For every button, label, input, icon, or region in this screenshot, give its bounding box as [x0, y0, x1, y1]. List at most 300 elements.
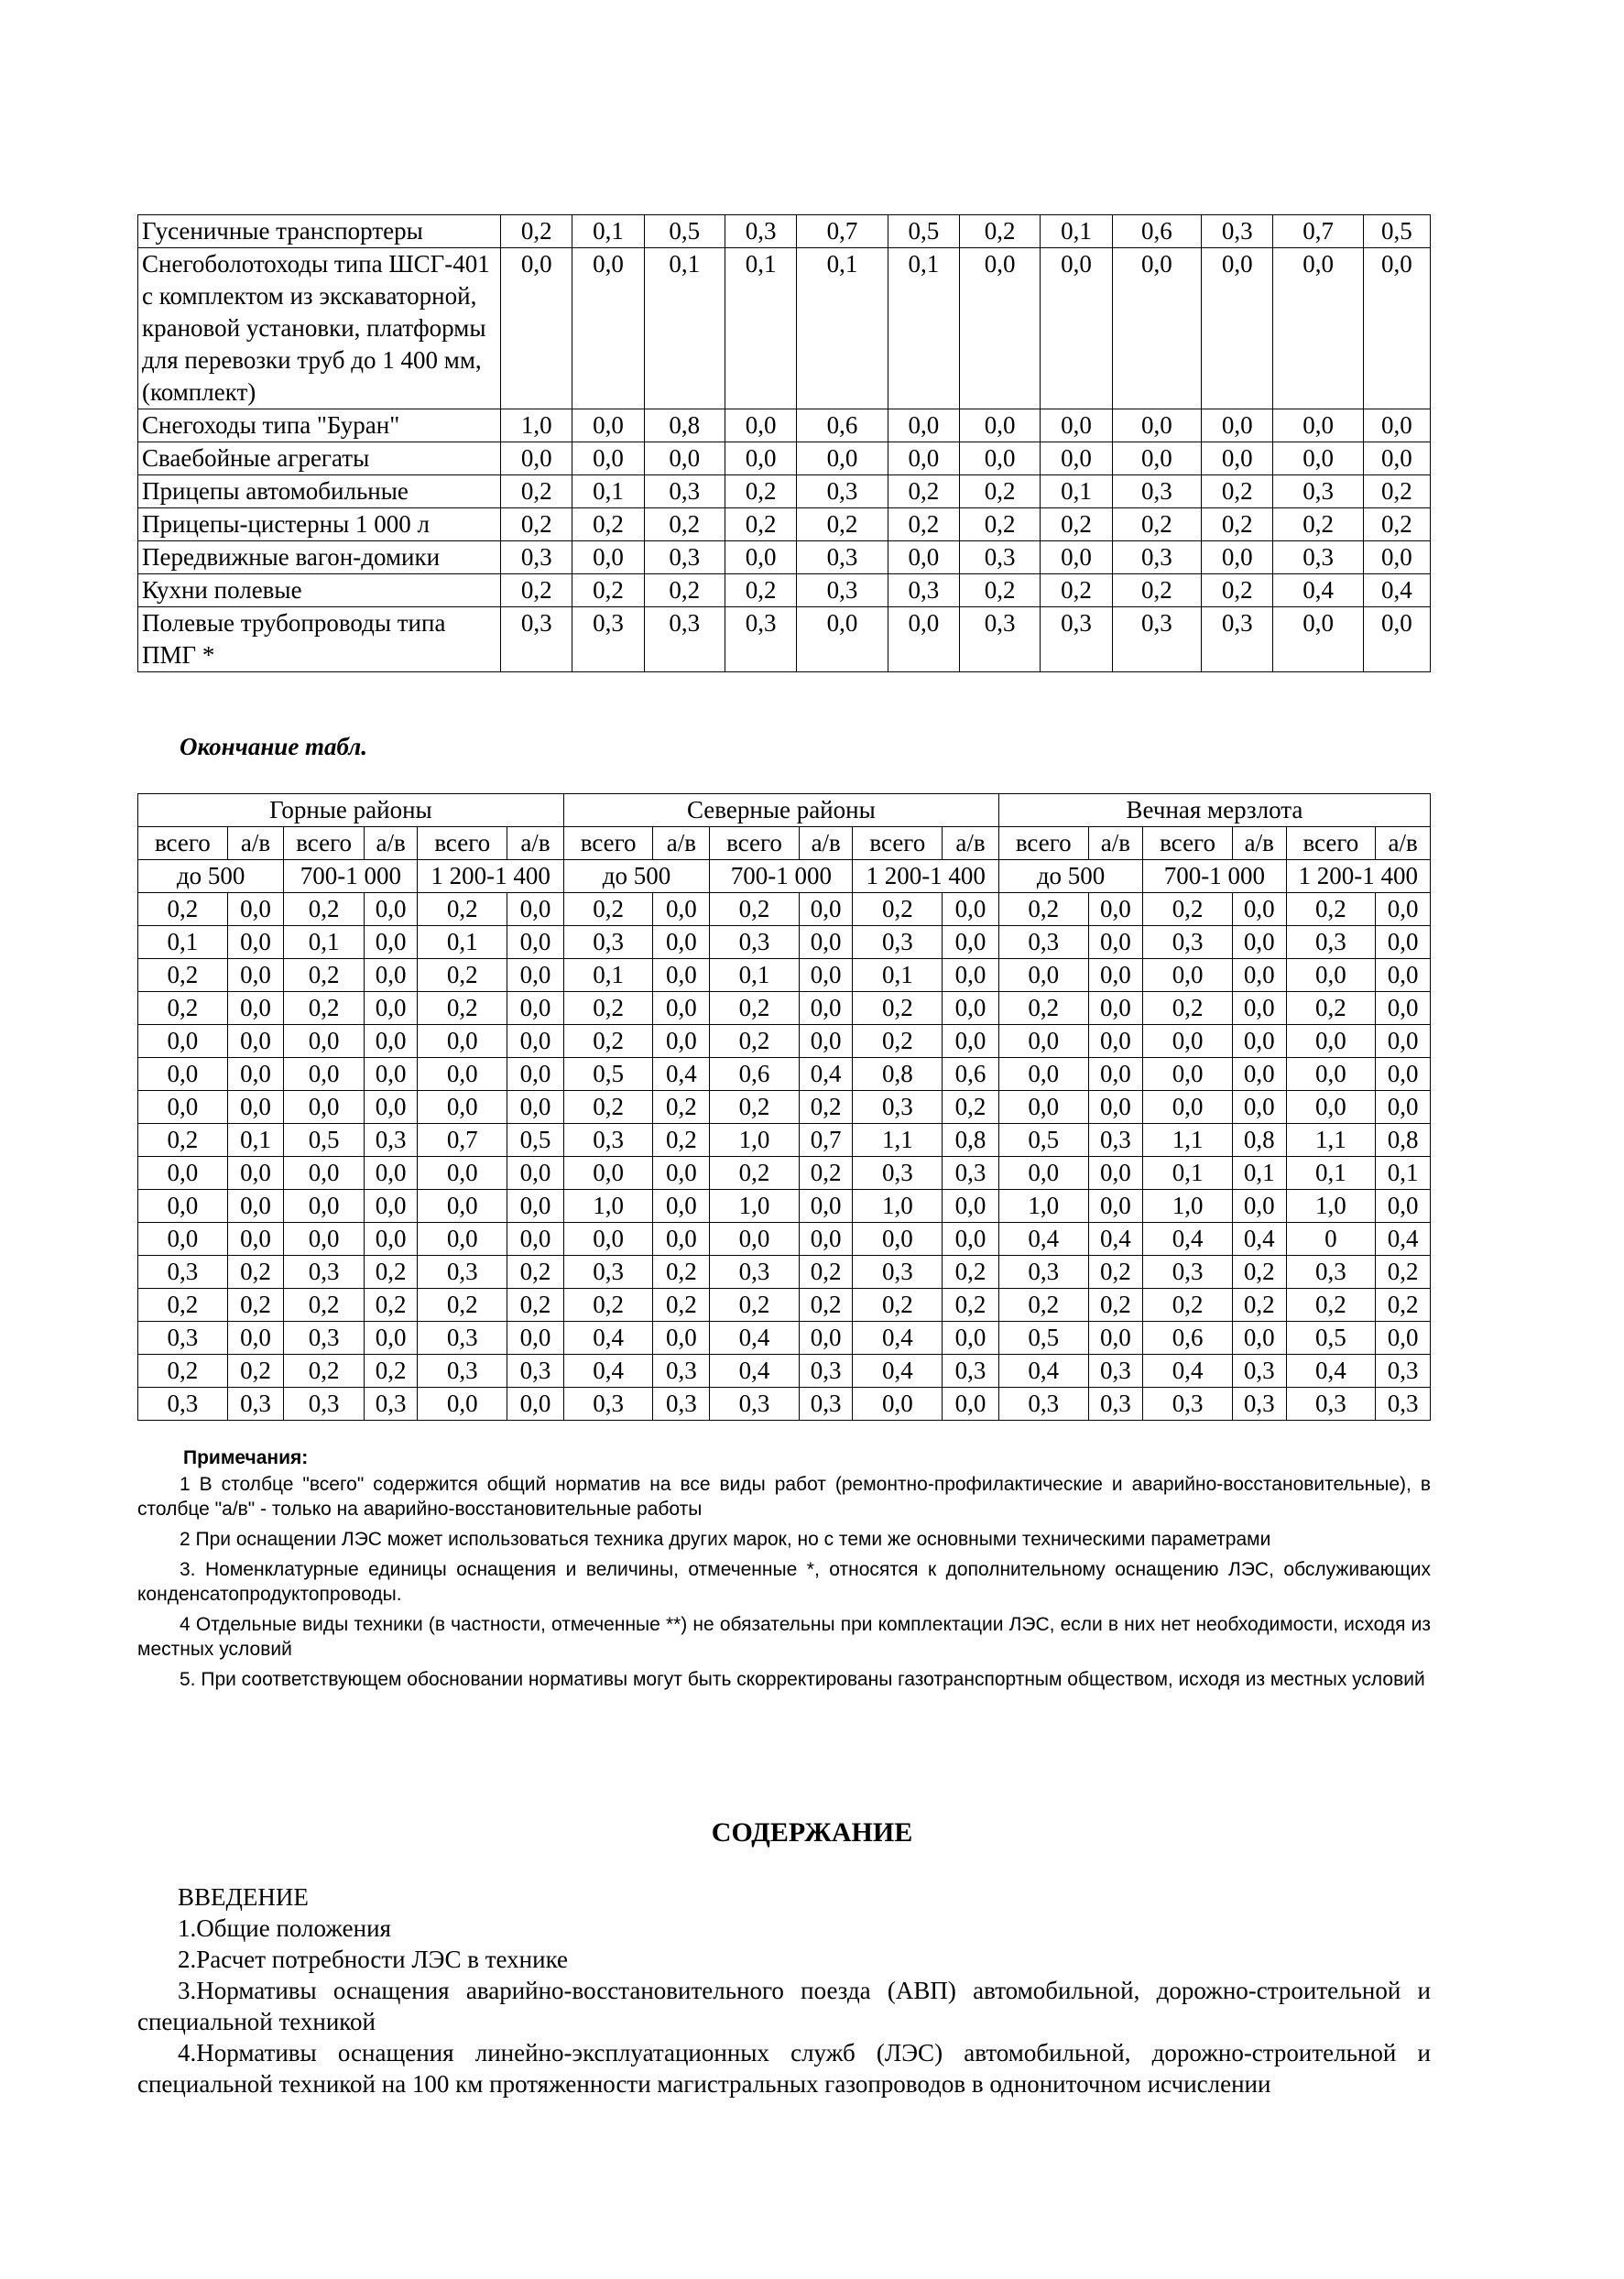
value-cell: 0,8 [1376, 1124, 1431, 1157]
value-cell: 0,0 [998, 1058, 1088, 1091]
value-cell: 0,3 [959, 541, 1040, 574]
value-cell: 0,0 [138, 1058, 228, 1091]
value-cell: 0,0 [797, 607, 888, 672]
value-cell: 0,2 [1088, 1256, 1143, 1289]
value-cell: 0,2 [227, 1289, 284, 1322]
toc-item: 2.Расчет потребности ЛЭС в технике [178, 1946, 569, 1973]
value-cell: 0,2 [227, 1256, 284, 1289]
value-cell: 0,2 [959, 215, 1040, 248]
value-cell: 0,2 [364, 1289, 418, 1322]
value-cell: 0,8 [644, 409, 725, 442]
value-cell: 0,2 [710, 1289, 800, 1322]
value-cell: 0,0 [943, 1223, 999, 1256]
value-cell: 0,0 [1088, 1058, 1143, 1091]
value-cell: 0,0 [507, 1388, 564, 1421]
value-cell: 0,0 [998, 1025, 1088, 1058]
table-row [138, 992, 1431, 1025]
toc-item: 3.Нормативы оснащения аварийно-восстановительного поезда (АВП) автомобильной, дорожно-строительной и специальной техникой [137, 1977, 1431, 2035]
value-cell: 0,0 [1363, 409, 1430, 442]
value-cell: 0,0 [1376, 926, 1431, 959]
value-cell: 0,2 [1143, 893, 1233, 926]
value-cell: 0,8 [943, 1124, 999, 1157]
table-row [138, 1025, 1431, 1058]
value-cell: 0,0 [725, 541, 796, 574]
value-cell: 0,0 [1232, 893, 1286, 926]
value-cell: 0,1 [572, 215, 644, 248]
table-row [138, 1322, 1431, 1355]
value-cell: 0,1 [418, 926, 507, 959]
value-cell: 0,0 [501, 442, 572, 475]
value-cell: 0,0 [1088, 1157, 1143, 1190]
value-cell: 0,1 [572, 475, 644, 508]
value-cell: 0,1 [1376, 1157, 1431, 1190]
value-cell: 0,0 [227, 959, 284, 992]
note-item: 5. При соответствующем обосновании нормативы могут быть скорректированы газотранспортным обществом, исходя из местных условий [180, 1669, 1425, 1690]
value-cell: 0,3 [572, 607, 644, 672]
toc-item: 4.Нормативы оснащения линейно-эксплуатационных служб (ЛЭС) автомобильной, дорожно-строительной и специальной техникой на 100 км протяженности магистральных газопроводов в однониточном исчислении [137, 2039, 1431, 2098]
value-cell: 0,0 [507, 893, 564, 926]
equipment-name-cell: Снегоходы типа "Буран" [138, 409, 501, 442]
value-cell: 0,0 [138, 1091, 228, 1124]
value-cell: 0,0 [1273, 607, 1364, 672]
value-cell: 0,0 [507, 1190, 564, 1223]
value-cell: 0,3 [563, 1124, 653, 1157]
value-cell: 0,0 [799, 992, 853, 1025]
value-cell: 0,0 [1143, 959, 1233, 992]
subheader-cell: всего [563, 827, 653, 860]
value-cell: 0,2 [1143, 992, 1233, 1025]
value-cell: 0,1 [888, 248, 959, 409]
table-row [138, 475, 1431, 508]
value-cell: 0,0 [888, 442, 959, 475]
toc-title: СОДЕРЖАНИЕ [711, 1817, 913, 1848]
value-cell: 0,2 [563, 1025, 653, 1058]
value-cell: 0,0 [943, 1190, 999, 1223]
value-cell: 0,0 [710, 1223, 800, 1256]
subheader-cell: а/в [1088, 827, 1143, 860]
value-cell: 0,2 [501, 475, 572, 508]
equipment-name-cell: Гусеничные транспортеры [138, 215, 501, 248]
value-cell: 0,2 [1202, 475, 1273, 508]
value-cell: 0,5 [998, 1322, 1088, 1355]
value-cell: 0,3 [653, 1388, 710, 1421]
value-cell: 0,0 [507, 992, 564, 1025]
value-cell: 0,2 [1041, 574, 1112, 607]
value-cell: 0,2 [501, 215, 572, 248]
value-cell: 0,4 [998, 1223, 1088, 1256]
value-cell: 0,0 [943, 1322, 999, 1355]
value-cell: 0,0 [1232, 926, 1286, 959]
value-cell: 0,2 [888, 508, 959, 541]
value-cell: 0,3 [1088, 1124, 1143, 1157]
value-cell: 0,1 [1286, 1157, 1376, 1190]
value-cell: 0,0 [1088, 1190, 1143, 1223]
table-row [138, 409, 1431, 442]
value-cell: 0,2 [572, 508, 644, 541]
value-cell: 0,0 [418, 1091, 507, 1124]
value-cell: 0,3 [797, 574, 888, 607]
table-row [138, 442, 1431, 475]
value-cell: 0,2 [799, 1157, 853, 1190]
value-cell: 0,0 [364, 1322, 418, 1355]
value-cell: 0,3 [653, 1355, 710, 1388]
value-cell: 0,3 [563, 926, 653, 959]
value-cell: 0,3 [710, 1256, 800, 1289]
value-cell: 0,2 [998, 1289, 1088, 1322]
value-cell: 0,0 [725, 409, 796, 442]
value-cell: 0,0 [799, 1223, 853, 1256]
value-cell: 0,4 [710, 1322, 800, 1355]
note-item: 1 В столбце "всего" содержится общий норматив на все виды работ (ремонтно-профилактические и аварийно-восстановительные), в столбце "а/в" - только на аварийно-восстановительные работы [137, 1474, 1431, 1520]
value-cell: 0,2 [1112, 574, 1202, 607]
value-cell: 0,0 [138, 1223, 228, 1256]
value-cell: 1,0 [853, 1190, 943, 1223]
value-cell: 0,2 [1376, 1256, 1431, 1289]
value-cell: 0,3 [418, 1322, 507, 1355]
value-cell: 0,0 [998, 1157, 1088, 1190]
value-cell: 0,2 [653, 1256, 710, 1289]
value-cell: 0,0 [284, 1223, 364, 1256]
value-cell: 0,3 [138, 1388, 228, 1421]
value-cell: 0,5 [1363, 215, 1430, 248]
value-cell: 0,3 [507, 1355, 564, 1388]
value-cell: 0,3 [1143, 1388, 1233, 1421]
subheader-cell: всего [1286, 827, 1376, 860]
value-cell: 0,0 [138, 1025, 228, 1058]
value-cell: 0,0 [1363, 607, 1430, 672]
value-cell: 0,2 [227, 1355, 284, 1388]
value-cell: 1,0 [998, 1190, 1088, 1223]
table-row [138, 1355, 1431, 1388]
value-cell: 0,4 [1143, 1355, 1233, 1388]
value-cell: 0,3 [725, 215, 796, 248]
value-cell: 0,1 [725, 248, 796, 409]
value-cell: 0,0 [943, 992, 999, 1025]
value-cell: 0,3 [1112, 541, 1202, 574]
value-cell: 0,3 [364, 1124, 418, 1157]
table-row [138, 1124, 1431, 1157]
value-cell: 0,2 [418, 893, 507, 926]
value-cell: 0,2 [138, 992, 228, 1025]
value-cell: 0,2 [138, 1355, 228, 1388]
value-cell: 0,2 [644, 574, 725, 607]
value-cell: 0,2 [1286, 1289, 1376, 1322]
value-cell: 0,3 [853, 1091, 943, 1124]
value-cell: 0,3 [1202, 215, 1273, 248]
value-cell: 0,2 [284, 959, 364, 992]
value-cell: 0,2 [284, 893, 364, 926]
equipment-table-top [137, 214, 1431, 672]
value-cell: 0,0 [507, 1025, 564, 1058]
notes-section [137, 1445, 1431, 1697]
value-cell: 0,0 [1232, 1025, 1286, 1058]
value-cell: 0,2 [644, 508, 725, 541]
value-cell: 0,0 [364, 1223, 418, 1256]
value-cell: 0,3 [1041, 607, 1112, 672]
value-cell: 0,3 [1202, 607, 1273, 672]
value-cell: 0,0 [227, 1190, 284, 1223]
subheader-cell: всего [138, 827, 228, 860]
value-cell: 0,0 [943, 1025, 999, 1058]
value-cell: 0,0 [507, 959, 564, 992]
value-cell: 1,0 [563, 1190, 653, 1223]
subheader-cell: всего [853, 827, 943, 860]
value-cell: 0,0 [364, 1190, 418, 1223]
note-item: 4 Отдельные виды техники (в частности, отмеченные **) не обязательны при комплектации ЛЭС, если в них нет необходимости, исходя из местных условий [137, 1614, 1431, 1660]
value-cell: 0,4 [1376, 1223, 1431, 1256]
value-cell: 0,0 [943, 959, 999, 992]
value-cell: 0,5 [888, 215, 959, 248]
value-cell: 0,0 [364, 926, 418, 959]
value-cell: 0,0 [998, 1091, 1088, 1124]
value-cell: 0,0 [888, 607, 959, 672]
equipment-table-ending [137, 793, 1431, 1421]
value-cell: 0,2 [998, 893, 1088, 926]
toc-intro: ВВЕДЕНИЕ [178, 1883, 309, 1911]
value-cell: 0,0 [1088, 992, 1143, 1025]
value-cell: 0,2 [653, 1124, 710, 1157]
value-cell: 0,3 [644, 607, 725, 672]
subheader-cell: всего [1143, 827, 1233, 860]
value-cell: 0,0 [853, 1223, 943, 1256]
value-cell: 0,0 [1041, 442, 1112, 475]
table-row [138, 1289, 1431, 1322]
range-cell: 700-1 000 [1143, 860, 1286, 893]
value-cell: 0,3 [1273, 541, 1364, 574]
value-cell: 0,2 [799, 1091, 853, 1124]
value-cell: 0,2 [501, 508, 572, 541]
value-cell: 0,0 [418, 1025, 507, 1058]
value-cell: 1,0 [710, 1190, 800, 1223]
value-cell: 0,0 [1088, 1025, 1143, 1058]
value-cell: 0,2 [1112, 508, 1202, 541]
value-cell: 0,2 [1088, 1289, 1143, 1322]
value-cell: 0,0 [1041, 409, 1112, 442]
value-cell: 0,0 [284, 1025, 364, 1058]
value-cell: 0,0 [507, 1322, 564, 1355]
value-cell: 0,7 [797, 215, 888, 248]
subheader-cell: всего [998, 827, 1088, 860]
value-cell: 0,3 [1376, 1355, 1431, 1388]
value-cell: 0,3 [284, 1256, 364, 1289]
value-cell: 0,2 [418, 959, 507, 992]
value-cell: 0,2 [563, 1289, 653, 1322]
value-cell: 0,0 [653, 992, 710, 1025]
value-cell: 0,3 [364, 1388, 418, 1421]
value-cell: 0,1 [1143, 1157, 1233, 1190]
value-cell: 0,3 [797, 475, 888, 508]
value-cell: 0,3 [998, 1388, 1088, 1421]
value-cell: 0,2 [284, 1355, 364, 1388]
table-row [138, 959, 1431, 992]
value-cell: 0,3 [284, 1322, 364, 1355]
note-item: 2 При оснащении ЛЭС может использоваться техника других марок, но с теми же основными техническими параметрами [180, 1529, 1271, 1550]
value-cell: 0,3 [644, 475, 725, 508]
value-cell: 0,0 [507, 926, 564, 959]
value-cell: 0,0 [1273, 409, 1364, 442]
value-cell: 0,2 [563, 893, 653, 926]
value-cell: 0,0 [418, 1388, 507, 1421]
value-cell: 0,4 [799, 1058, 853, 1091]
subheader-cell: всего [418, 827, 507, 860]
value-cell: 0,0 [1088, 926, 1143, 959]
value-cell: 0,2 [1363, 475, 1430, 508]
value-cell: 0,0 [1232, 1091, 1286, 1124]
value-cell: 0,3 [799, 1355, 853, 1388]
value-cell: 0,0 [572, 541, 644, 574]
value-cell: 0,2 [725, 475, 796, 508]
value-cell: 0,3 [710, 926, 800, 959]
value-cell: 0,1 [710, 959, 800, 992]
value-cell: 0,7 [1273, 215, 1364, 248]
value-cell: 0,5 [507, 1124, 564, 1157]
value-cell: 0,0 [227, 893, 284, 926]
value-cell: 0,0 [644, 442, 725, 475]
value-cell: 0,0 [943, 1388, 999, 1421]
value-cell: 0,3 [501, 541, 572, 574]
group-header: Вечная мерзлота [998, 794, 1430, 827]
value-cell: 0,3 [1112, 475, 1202, 508]
subheader-cell: а/в [364, 827, 418, 860]
value-cell: 0,0 [653, 1157, 710, 1190]
value-cell: 0,0 [1088, 893, 1143, 926]
table-row [138, 574, 1431, 607]
table-row [138, 1157, 1431, 1190]
value-cell: 0,2 [653, 1289, 710, 1322]
value-cell: 0,2 [138, 1289, 228, 1322]
value-cell: 0,2 [284, 992, 364, 1025]
value-cell: 0,3 [1286, 1388, 1376, 1421]
value-cell: 0,8 [853, 1058, 943, 1091]
value-cell: 0,0 [1202, 248, 1273, 409]
value-cell: 0,0 [1202, 442, 1273, 475]
value-cell: 0 [1286, 1223, 1376, 1256]
value-cell: 0,2 [710, 893, 800, 926]
value-cell: 0,0 [1143, 1091, 1233, 1124]
value-cell: 0,2 [138, 1124, 228, 1157]
value-cell: 0,2 [998, 992, 1088, 1025]
subheader-cell: а/в [943, 827, 999, 860]
value-cell: 0,3 [284, 1388, 364, 1421]
value-cell: 0,0 [227, 1223, 284, 1256]
value-cell: 0,2 [959, 475, 1040, 508]
value-cell: 0,0 [501, 248, 572, 409]
value-cell: 0,4 [563, 1322, 653, 1355]
value-cell: 0,0 [1363, 248, 1430, 409]
equipment-name-cell: Кухни полевые [138, 574, 501, 607]
value-cell: 0,0 [418, 1190, 507, 1223]
value-cell: 0,2 [1286, 893, 1376, 926]
table-row [138, 541, 1431, 574]
value-cell: 0,0 [1273, 442, 1364, 475]
value-cell: 0,0 [653, 959, 710, 992]
value-cell: 0,3 [943, 1355, 999, 1388]
value-cell: 0,2 [853, 1289, 943, 1322]
value-cell: 0,2 [799, 1289, 853, 1322]
equipment-name-cell: Снегоболотоходы типа ШСГ-401 с комплектом из экскаваторной, крановой установки, платформы для перевозки труб до 1 400 мм, (комплект) [138, 248, 501, 409]
value-cell: 0,3 [853, 926, 943, 959]
subheader-cell: а/в [1376, 827, 1431, 860]
value-cell: 0,0 [284, 1091, 364, 1124]
value-cell: 0,2 [1202, 508, 1273, 541]
value-cell: 0,0 [572, 409, 644, 442]
value-cell: 0,0 [1232, 1190, 1286, 1223]
value-cell: 0,1 [563, 959, 653, 992]
value-cell: 0,0 [227, 992, 284, 1025]
value-cell: 0,1 [1041, 215, 1112, 248]
value-cell: 0,2 [943, 1091, 999, 1124]
range-cell: до 500 [998, 860, 1142, 893]
value-cell: 0,2 [710, 1025, 800, 1058]
value-cell: 1,1 [853, 1124, 943, 1157]
subheader-row [138, 827, 1431, 860]
value-cell: 0,0 [959, 248, 1040, 409]
value-cell: 0,3 [1286, 1256, 1376, 1289]
value-cell: 0,0 [1376, 1190, 1431, 1223]
value-cell: 1,1 [1143, 1124, 1233, 1157]
value-cell: 0,4 [653, 1058, 710, 1091]
value-cell: 0,1 [1232, 1157, 1286, 1190]
value-cell: 0,1 [284, 926, 364, 959]
value-cell: 0,4 [1143, 1223, 1233, 1256]
value-cell: 0,4 [998, 1355, 1088, 1388]
value-cell: 0,0 [563, 1157, 653, 1190]
value-cell: 0,0 [1112, 442, 1202, 475]
notes-title: Примечания: [183, 1447, 309, 1468]
value-cell: 0,3 [418, 1256, 507, 1289]
value-cell: 0,0 [572, 442, 644, 475]
value-cell: 0,2 [943, 1289, 999, 1322]
value-cell: 0,2 [725, 574, 796, 607]
value-cell: 0,2 [799, 1256, 853, 1289]
subheader-cell: а/в [653, 827, 710, 860]
value-cell: 0,2 [710, 992, 800, 1025]
value-cell: 0,4 [563, 1355, 653, 1388]
value-cell: 0,0 [227, 1058, 284, 1091]
value-cell: 0,5 [563, 1058, 653, 1091]
value-cell: 0,5 [1286, 1322, 1376, 1355]
value-cell: 0,3 [1232, 1388, 1286, 1421]
value-cell: 0,0 [1363, 442, 1430, 475]
table-row [138, 607, 1431, 672]
equipment-name-cell: Полевые трубопроводы типа ПМГ * [138, 607, 501, 672]
value-cell: 0,0 [1376, 1322, 1431, 1355]
value-cell: 0,0 [1232, 1322, 1286, 1355]
value-cell: 0,0 [1232, 959, 1286, 992]
value-cell: 0,5 [644, 215, 725, 248]
value-cell: 0,0 [364, 959, 418, 992]
value-cell: 0,3 [998, 1256, 1088, 1289]
value-cell: 0,2 [853, 992, 943, 1025]
table-row [138, 508, 1431, 541]
value-cell: 0,2 [418, 992, 507, 1025]
value-cell: 0,2 [563, 1091, 653, 1124]
value-cell: 0,2 [507, 1256, 564, 1289]
value-cell: 0,3 [943, 1157, 999, 1190]
range-cell: 1 200-1 400 [418, 860, 563, 893]
subheader-cell: всего [710, 827, 800, 860]
value-cell: 0,0 [998, 959, 1088, 992]
value-cell: 0,0 [653, 1322, 710, 1355]
group-header: Горные районы [138, 794, 564, 827]
table-row [138, 1058, 1431, 1091]
range-cell: до 500 [138, 860, 284, 893]
value-cell: 0,0 [418, 1223, 507, 1256]
value-cell: 0,0 [364, 1058, 418, 1091]
value-cell: 0,0 [799, 959, 853, 992]
equipment-name-cell: Передвижные вагон-домики [138, 541, 501, 574]
value-cell: 0,1 [227, 1124, 284, 1157]
